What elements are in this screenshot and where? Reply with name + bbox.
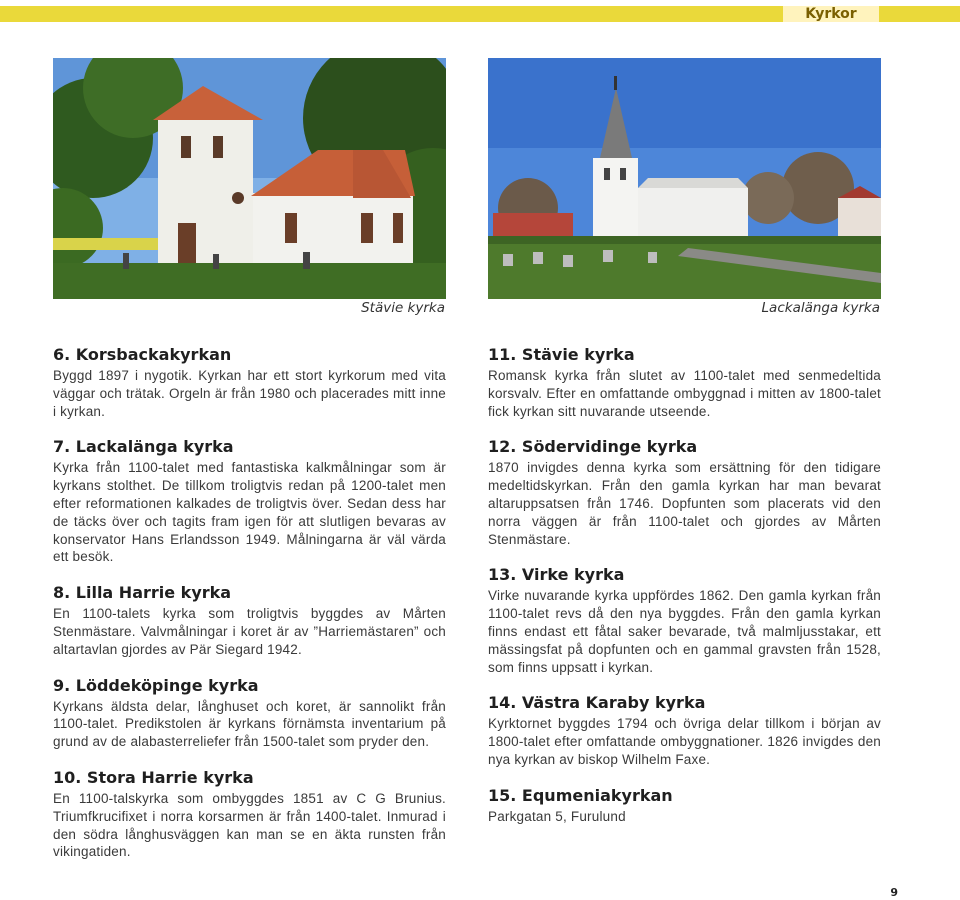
right-column [488, 344, 881, 842]
entry-body: Kyrkans äldsta delar, långhuset och koret, är sannolikt från 1100-talet. Predikstolen är kyrkans förnämsta inventarium på grund av de alabasterreliefer från 1500-talet som pryder den. [53, 698, 446, 750]
entry-body: Kyrka från 1100-talet med fantastiska kalkmålningar som är kyrkans stolthet. De tillkom troligtvis redan på 1200-talet men efter reformationen kalkades de troligtvis över. Sedan dess har de täcks över och tagits fram igen för att slutligen bevaras av konservator Hans Erlandsson 1949. Målningarna är väl värda ett besök. [53, 460, 446, 565]
church-photo-stavie [53, 58, 446, 299]
church-entry [53, 582, 446, 658]
page-number: 9 [890, 886, 898, 899]
church-entry [488, 436, 881, 548]
entry-body: En 1100-talskyrka som ombyggdes 1851 av C G Brunius. Triumfkrucifixet i norra korsarmen är från 1400-talet. Inmurad i den södra långhusväggen kan man se en äkta runsten från vikingatiden. [53, 790, 446, 860]
entry-title: 9. Löddeköpinge kyrka [53, 675, 259, 695]
photo-caption: Lackalänga kyrka [761, 300, 880, 316]
church-entry [53, 344, 446, 420]
church-entry [53, 767, 446, 861]
entry-title: 8. Lilla Harrie kyrka [53, 583, 232, 603]
entry-title: 14. Västra Karaby kyrka [488, 693, 706, 713]
church-photo-lackalanga [488, 58, 881, 299]
left-column [53, 344, 446, 877]
entry-body: 1870 invigdes denna kyrka som ersättning för den tidigare medeltidskyrkan. Från den gamla kyrkan har man bevarat altaruppsatsen från 1746. Dopfunten som placerats vid den norra väggen är från 1100-talet och gjordes av Mårten Stenmästare. [488, 460, 881, 547]
entry-title: 12. Södervidinge kyrka [488, 437, 698, 457]
church-entry [488, 785, 881, 826]
entry-body: En 1100-talets kyrka som troligtvis byggdes av Mårten Stenmästare. Valvmålningar i koret är av ”Harriemästaren” och altartavlan gjordes av Pär Siegard 1942. [53, 606, 446, 657]
photo-caption: Stävie kyrka [361, 300, 445, 316]
entry-title: 15. Equmeniakyrkan [488, 785, 673, 805]
entry-title: 10. Stora Harrie kyrka [53, 767, 254, 787]
entry-title: 6. Korsbackakyrkan [53, 345, 232, 364]
entry-title: 7. Lackalänga kyrka [53, 437, 234, 457]
church-entry [53, 436, 446, 566]
entry-body: Virke nuvarande kyrka uppfördes 1862. Den gamla kyrkan från 1100-talet revs då den nya byggdes. Från den gamla kyrkan finns endast ett fåtal saker bevarade, två malmljusstakar, ett mässingsfat på dopfunten och en gammal gravsten från 1528, som finns uppsatt i kyrkan. [488, 588, 881, 675]
entry-body: Byggd 1897 i nygotik. Kyrkan har ett stort kyrkorum med vita väggar och trätak. Orgeln är från 1980 och placerades mitt inne i kyrkan. [53, 368, 446, 419]
section-header-bar [0, 6, 960, 22]
section-label: Kyrkor [783, 6, 879, 22]
entry-title: 13. Virke kyrka [488, 565, 625, 585]
church-entry [488, 344, 881, 420]
church-entry [488, 564, 881, 676]
entry-body: Kyrktornet byggdes 1794 och övriga delar tillkom i början av 1800-talet efter omfattande ombyggnationer. 1826 invigdes den nya kyrkan av biskop Wilhelm Faxe. [488, 716, 881, 767]
church-entry [488, 692, 881, 768]
entry-title: 11. Stävie kyrka [488, 345, 635, 364]
entry-body: Parkgatan 5, Furulund [488, 808, 626, 824]
entry-body: Romansk kyrka från slutet av 1100-talet med senmedeltida korsvalv. Efter en omfattande ombyggnad i mitten av 1800-talet fick kyrkan sitt nuvarande utseende. [488, 368, 881, 419]
church-entry [53, 675, 446, 751]
